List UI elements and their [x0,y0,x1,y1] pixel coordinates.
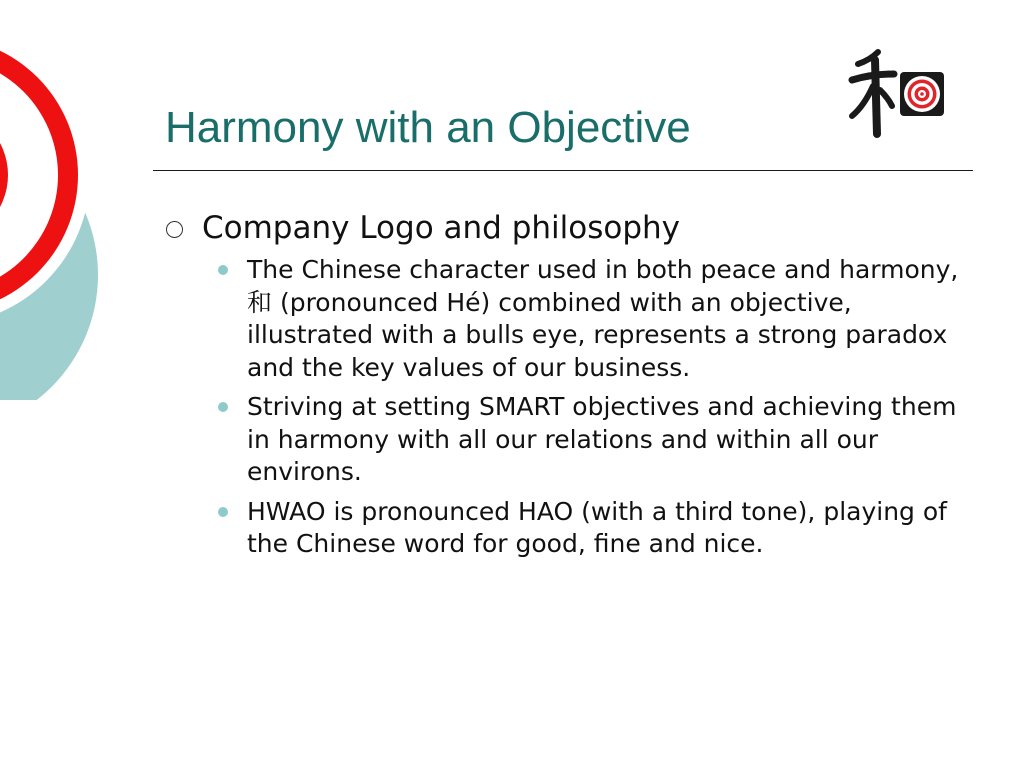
bullet-level1 [166,208,966,248]
dot-bullet-icon [218,507,228,517]
sub-bullet-item [247,391,962,489]
slide-title: Harmony with an Objective [165,103,691,152]
hollow-circle-bullet-icon [166,221,183,238]
concentric-circles-decoration [0,0,110,400]
sub-bullet-item [247,254,962,384]
bullet-level1-text: Company Logo and philosophy [202,210,681,246]
dot-bullet-icon [218,402,228,412]
character-strokes [852,52,894,134]
sub-bullet-item [247,496,962,561]
company-logo-icon [848,44,948,140]
slide-content [166,208,966,568]
bullseye-center [920,92,924,96]
dot-bullet-icon [218,265,228,275]
sub-bullet-list [166,254,966,561]
sub-bullet-text: HWAO is pronounced HAO (with a third tone), playing of the Chinese word for good, fine and nice. [247,496,947,558]
title-divider [153,170,973,171]
sub-bullet-text: Striving at setting SMART objectives and achieving them in harmony with all our relations and within all our environs. [247,392,957,486]
sub-bullet-text: The Chinese character used in both peace and harmony, 和 (pronounced Hé) combined with an objective, illustrated with a bulls eye, represents a strong paradox and the key values of our business. [247,255,959,382]
